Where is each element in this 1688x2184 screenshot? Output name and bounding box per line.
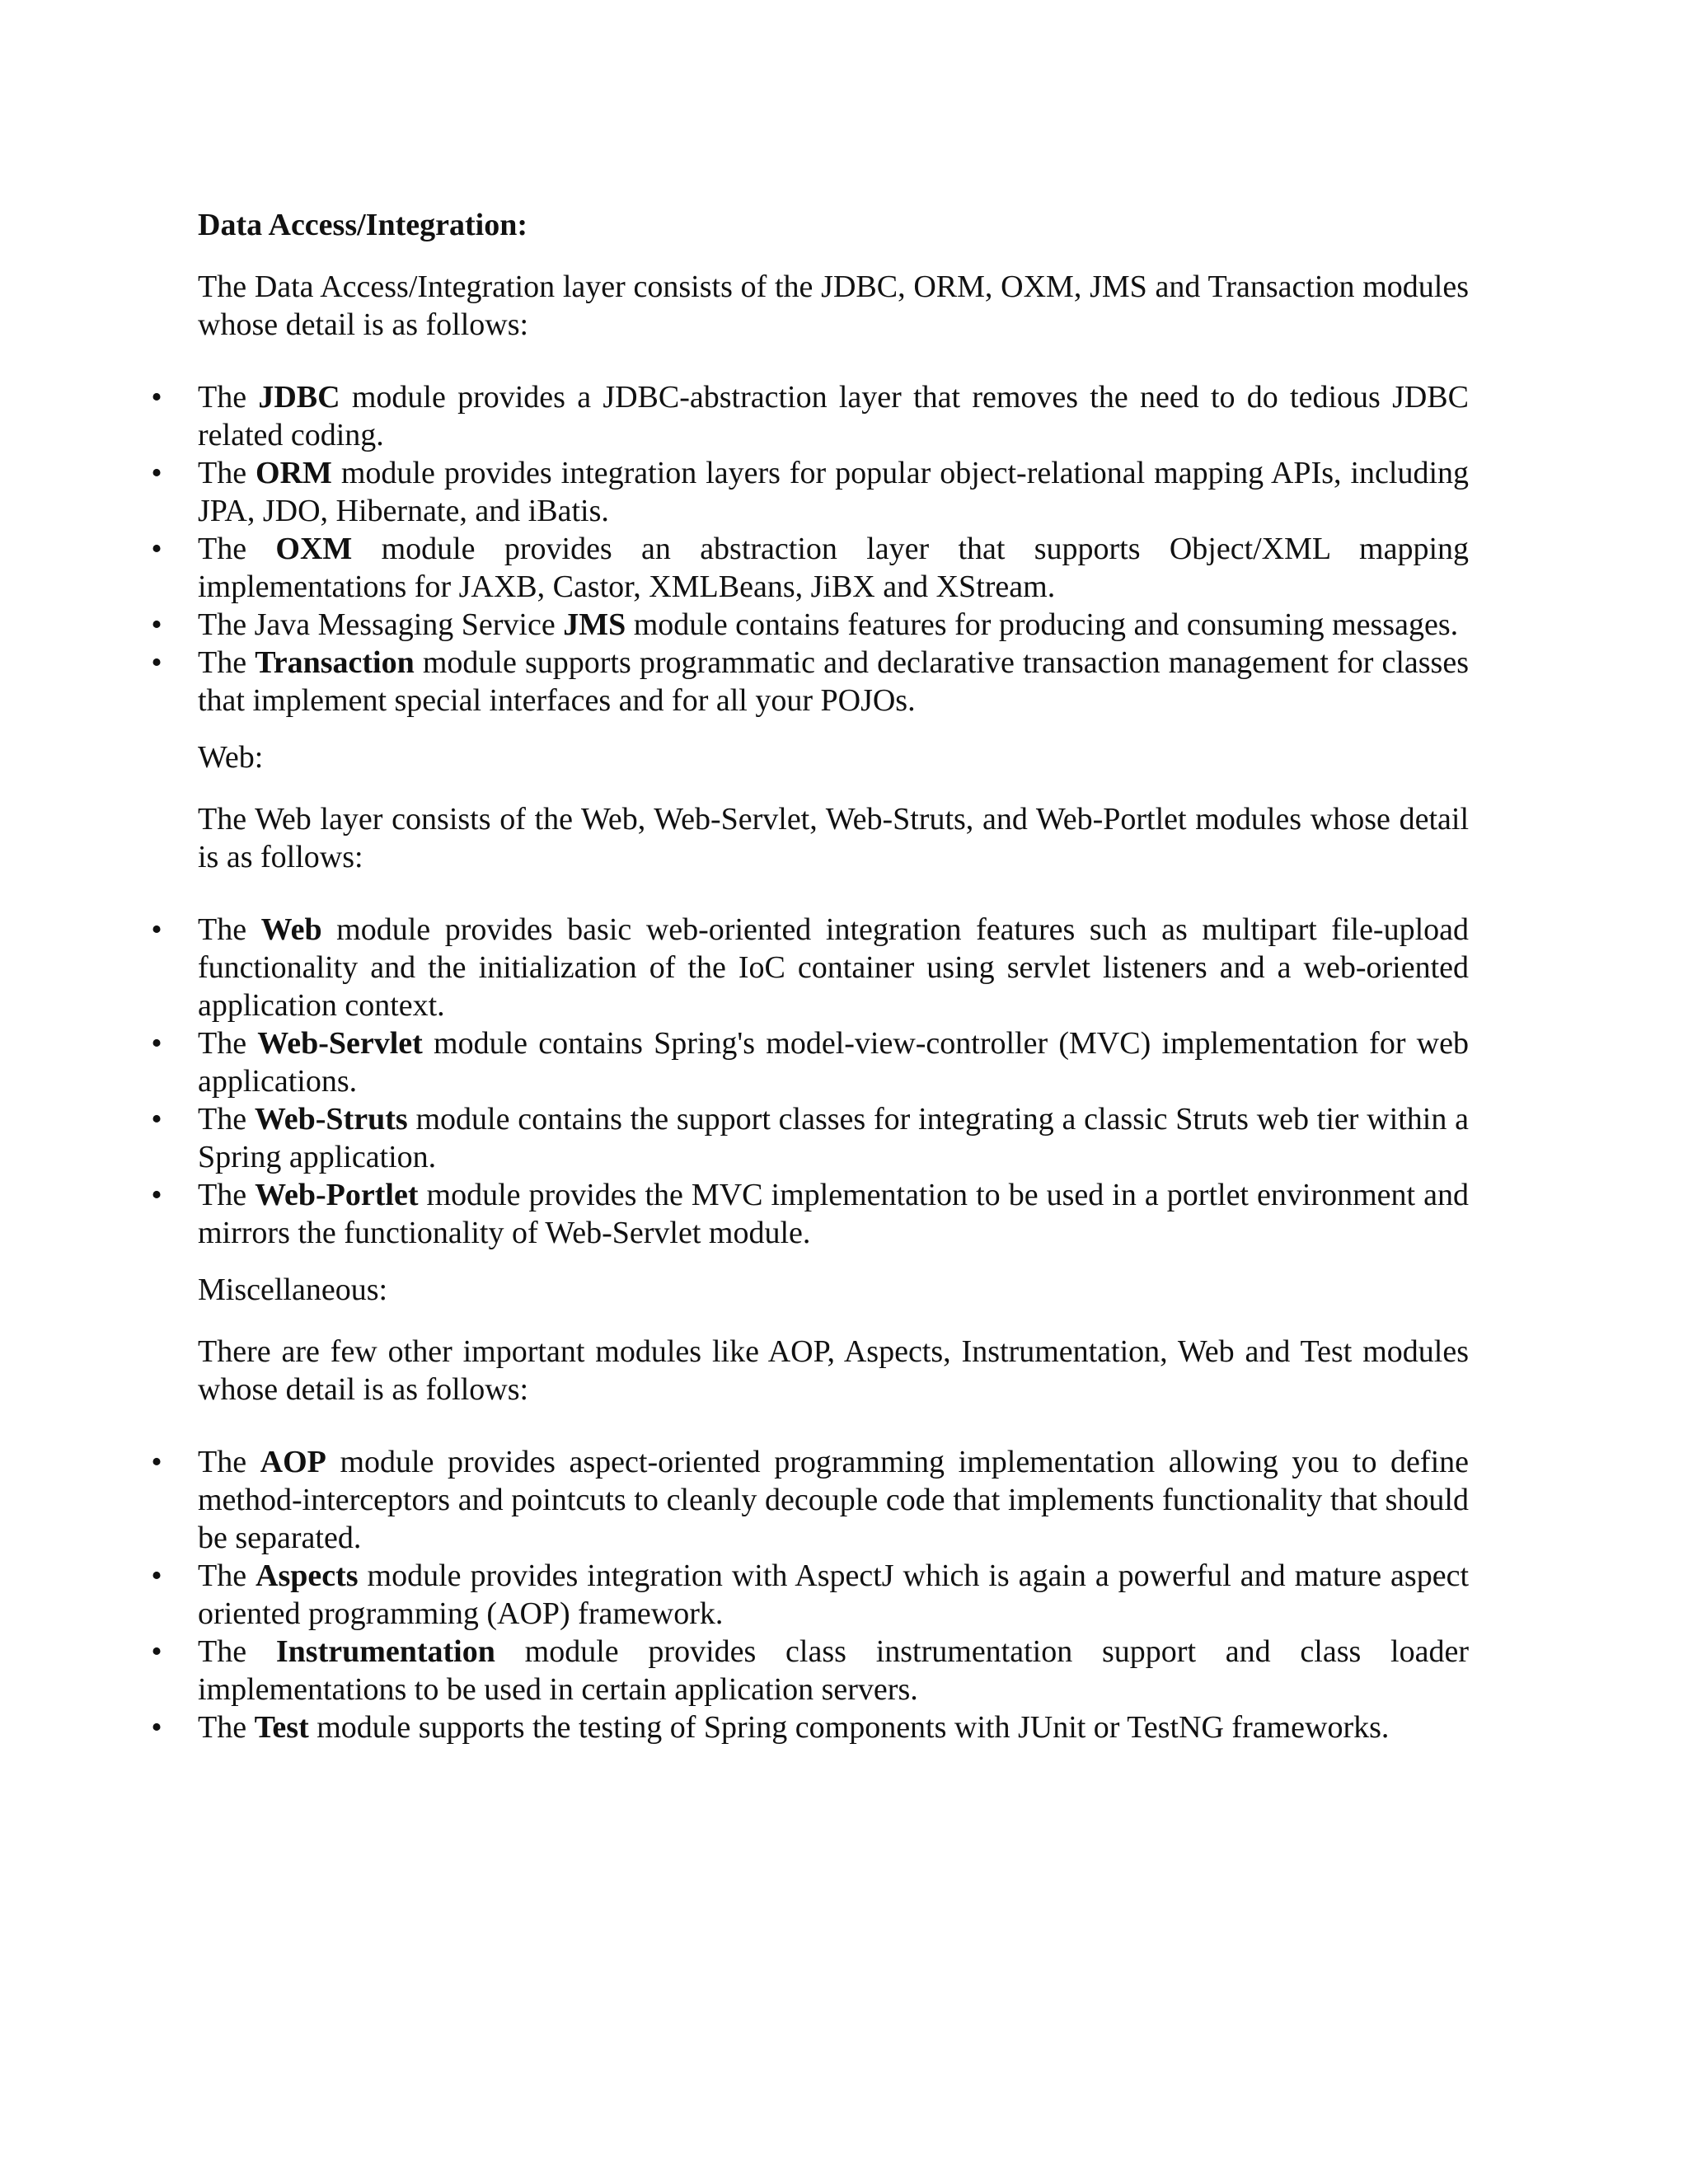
document-body — [151, 206, 1470, 1746]
section-intro: The Data Access/Integration layer consists of the JDBC, ORM, OXM, JMS and Transaction modules whose detail is as follows: — [198, 269, 1469, 342]
module-list — [151, 378, 1470, 719]
list-item: • The ORM module provides integration layers for popular object-relational mapping APIs, including JPA, JDO, Hibernate, and iBatis. — [198, 454, 1469, 530]
module-name: Web-Struts — [254, 1102, 408, 1137]
bullet-icon: • — [151, 1026, 162, 1061]
module-list — [151, 1443, 1470, 1746]
bullet-icon: • — [151, 1102, 162, 1137]
list-item: • The Web module provides basic web-oriented integration features such as multipart file-upload functionality and the initialization of the IoC container using servlet listeners and a web-oriented application context. — [198, 911, 1469, 1024]
list-item: • The Test module supports the testing of Spring components with JUnit or TestNG frameworks. — [198, 1708, 1469, 1746]
module-name: Web-Portlet — [255, 1178, 419, 1212]
module-name: Transaction — [255, 645, 415, 680]
bullet-icon: • — [151, 532, 162, 566]
list-item: • The Java Messaging Service JMS module contains features for producing and consuming messages. — [198, 606, 1469, 644]
module-name: JMS — [563, 607, 626, 642]
module-name: Web-Servlet — [257, 1026, 423, 1061]
list-item: • The Web-Struts module contains the support classes for integrating a classic Struts web tier within a Spring application. — [198, 1100, 1469, 1176]
list-item: • The Aspects module provides integration with AspectJ which is again a powerful and mature aspect oriented programming (AOP) framework. — [198, 1557, 1469, 1633]
section-web — [151, 738, 1470, 1252]
bullet-icon: • — [151, 1634, 162, 1669]
section-heading: Miscellaneous: — [198, 1272, 388, 1307]
module-name: Instrumentation — [275, 1634, 495, 1669]
bullet-icon: • — [151, 607, 162, 642]
section-heading: Data Access/Integration: — [198, 208, 528, 242]
list-item: • The JDBC module provides a JDBC-abstraction layer that removes the need to do tedious JDBC related coding. — [198, 378, 1469, 454]
bullet-icon: • — [151, 1178, 162, 1212]
section-heading: Web: — [198, 740, 264, 775]
module-list — [151, 911, 1470, 1252]
section-miscellaneous — [151, 1271, 1470, 1746]
section-intro: There are few other important modules like AOP, Aspects, Instrumentation, Web and Test modules whose detail is as follows: — [198, 1334, 1469, 1407]
list-item: • The Transaction module supports programmatic and declarative transaction management for classes that implement special interfaces and for all your POJOs. — [198, 644, 1469, 719]
module-name: ORM — [256, 456, 332, 490]
section-data-access — [151, 206, 1470, 719]
list-item: • The OXM module provides an abstraction layer that supports Object/XML mapping implementations for JAXB, Castor, XMLBeans, JiBX and XStream. — [198, 530, 1469, 606]
bullet-icon: • — [151, 645, 162, 680]
module-name: OXM — [275, 532, 353, 566]
bullet-icon: • — [151, 1558, 162, 1593]
list-item: • The Web-Portlet module provides the MVC implementation to be used in a portlet environment and mirrors the functionality of Web-Servlet module. — [198, 1176, 1469, 1252]
list-item: • The AOP module provides aspect-oriented programming implementation allowing you to define method-interceptors and pointcuts to cleanly decouple code that implements functionality that should be separated. — [198, 1443, 1469, 1557]
bullet-icon: • — [151, 1710, 162, 1745]
module-name: JDBC — [258, 380, 340, 415]
module-name: Web — [260, 912, 322, 947]
list-item: • The Web-Servlet module contains Spring's model-view-controller (MVC) implementation for web applications. — [198, 1024, 1469, 1100]
module-name: AOP — [260, 1445, 326, 1479]
list-item: • The Instrumentation module provides class instrumentation support and class loader implementations to be used in certain application servers. — [198, 1633, 1469, 1708]
module-name: Test — [254, 1710, 309, 1745]
bullet-icon: • — [151, 912, 162, 947]
bullet-icon: • — [151, 456, 162, 490]
section-intro: The Web layer consists of the Web, Web-Servlet, Web-Struts, and Web-Portlet modules whose detail is as follows: — [198, 802, 1469, 874]
bullet-icon: • — [151, 1445, 162, 1479]
module-name: Aspects — [256, 1558, 359, 1593]
bullet-icon: • — [151, 380, 162, 415]
